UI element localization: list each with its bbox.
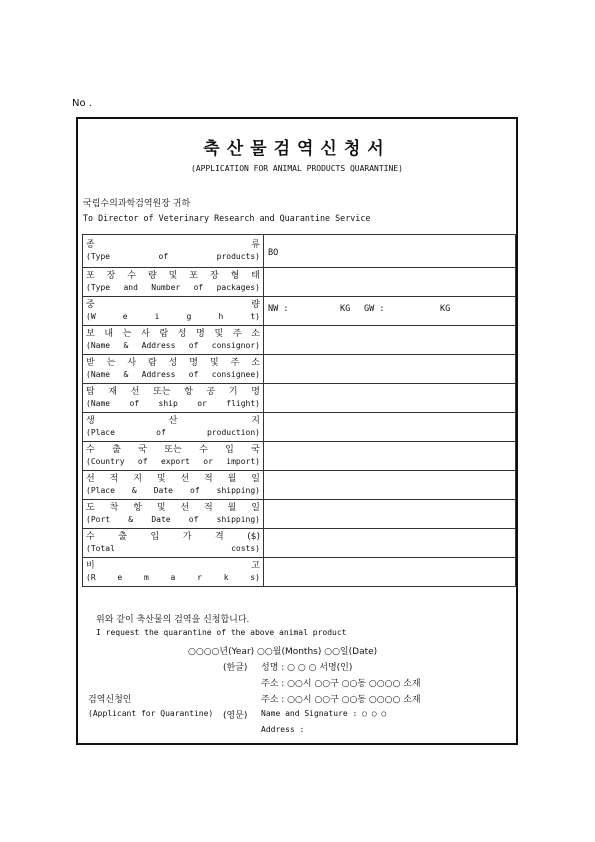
net-weight-unit: KG [340,304,351,314]
field-label-english: (Port & Date of shipping) [86,515,260,524]
field-label-korean: 받 는 사 람 성 명 및 주 소 [86,358,260,368]
english-tag: (영문) [223,711,248,721]
form-subtitle: (APPLICATION FOR ANIMAL PRODUCTS QUARANTINE) [191,164,403,173]
field-label-korean: 선 적 지 및 선 적 월 일 [86,474,260,484]
field-label [83,355,264,384]
applicant-name-korean: 성명 : ○ ○ ○ 서명(인) [261,663,353,673]
declaration-english: I request the quarantine of the above animal product [96,628,347,637]
table-row [83,384,516,413]
addressee-korean: 국립수의과학검역원장 귀하 [83,199,191,209]
applicant-address-1: 주소 : ○○시 ○○구 ○○동 ○○○○ 소재 [261,679,421,689]
field-label-english: (Type and Number of packages) [86,283,260,292]
applicant-name-english: Name and Signature : ○ ○ ○ [261,709,387,718]
field-label [83,326,264,355]
application-table [82,234,516,587]
field-label-korean: 비 고 [86,561,260,571]
form-title: 축산물검역신청서 [203,139,391,159]
table-row [83,442,516,471]
field-label [83,384,264,413]
field-label [83,268,264,297]
field-label-korean: 도 착 항 및 선 적 월 일 [86,503,260,513]
applicant-label-korean: 검역신청인 [88,695,132,705]
field-label-english: (W e i g h t) [86,312,260,321]
application-date: ○○○○년(Year) ○○월(Months) ○○일(Date) [188,647,378,657]
field-label-korean: 탑 재 선 또는 항 공 기 명 [86,387,260,397]
field-label [83,413,264,442]
field-label-korean: 수 출 국 또는 수 입 국 [86,445,260,455]
field-value[interactable] [264,413,516,442]
field-label [83,529,264,558]
field-value[interactable] [264,297,516,326]
field-label [83,297,264,326]
field-value[interactable] [264,529,516,558]
table-row [83,529,516,558]
field-value[interactable] [264,355,516,384]
field-value[interactable] [264,326,516,355]
applicant-address-2: 주소 : ○○시 ○○구 ○○동 ○○○○ 소재 [261,695,421,705]
table-row [83,326,516,355]
gross-weight-unit: KG [440,304,451,314]
table-row [83,235,516,268]
table-row [83,355,516,384]
addressee-english: To Director of Veterinary Research and Quarantine Service [83,213,371,223]
field-label-english: (Total costs) [86,544,260,553]
table-row [83,413,516,442]
field-label [83,471,264,500]
field-label-english: (Name & Address of consignee) [86,370,260,379]
gross-weight-label: GW : [364,304,385,314]
field-label [83,442,264,471]
net-weight-label: NW : [268,304,289,314]
field-label [83,558,264,587]
field-label-english: (Type of products) [86,252,260,261]
field-value[interactable] [264,442,516,471]
table-row [83,500,516,529]
field-value[interactable] [264,268,516,297]
table-row [83,268,516,297]
field-label-english: (R e m a r k s) [86,573,260,582]
field-value[interactable] [264,471,516,500]
field-label-korean: 중 량 [86,300,260,310]
field-label-english: (Name of ship or flight) [86,399,260,408]
field-label-english: (Name & Address of consignor) [86,341,260,350]
field-value[interactable] [264,500,516,529]
field-value[interactable]: BO [264,235,516,268]
declaration-section [78,604,516,744]
field-label-korean: 생 산 지 [86,416,260,426]
table-row [83,297,516,326]
applicant-label-english: (Applicant for Quarantine) [88,709,214,718]
field-label-english: (Country of export or import) [86,457,260,466]
field-label-english: (Place of production) [86,428,260,437]
declaration-korean: 위와 같이 축산물의 검역을 신청합니다. [96,615,250,625]
hangul-tag: (한글) [223,663,248,673]
field-value[interactable] [264,558,516,587]
field-label [83,500,264,529]
applicant-address-english: Address : [261,725,305,734]
field-value[interactable] [264,384,516,413]
field-label-korean: 포 장 수 량 및 포 장 형 태 [86,271,260,281]
field-label-korean: 수 출 입 가 격 ($) [86,532,260,542]
field-label-korean: 종 류 [86,240,260,250]
field-label [83,235,264,268]
document-number: No . [72,98,92,109]
table-row [83,471,516,500]
table-row [83,558,516,587]
field-label-korean: 보 내 는 사 람 성 명 및 주 소 [86,329,260,339]
application-form [76,117,518,745]
field-label-english: (Place & Date of shipping) [86,486,260,495]
